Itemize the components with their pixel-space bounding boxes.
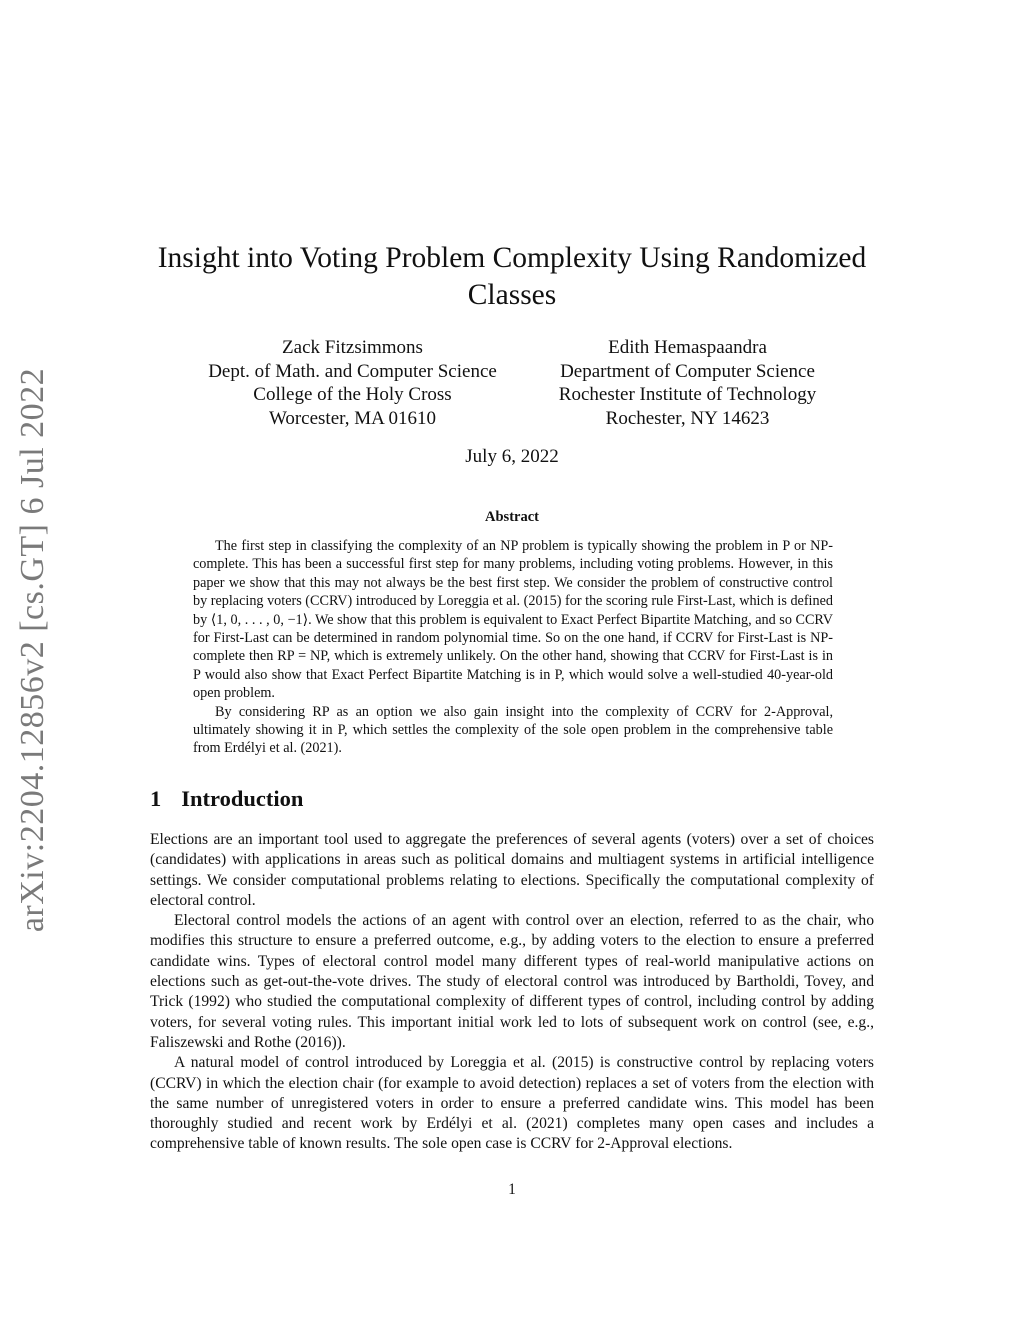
author-department: Department of Computer Science (560, 360, 815, 382)
author-department: Dept. of Math. and Computer Science (208, 360, 497, 382)
author-block-2 (525, 336, 850, 430)
introduction-body (150, 830, 874, 1155)
author-institution: Rochester Institute of Technology (558, 384, 817, 405)
author-institution: College of the Holy Cross (253, 384, 452, 405)
author-name: Zack Fitzsimmons (282, 337, 423, 358)
author-location: Rochester, NY 14623 (605, 407, 770, 429)
arxiv-identifier (3, 367, 63, 933)
abstract-body (193, 537, 833, 758)
body-paragraph: Elections are an important tool used to aggregate the preferences of several agents (voters) over a set of choices (candidates) with applications in areas such as political domains and multiagent systems in artificial intelligence settings. We consider computational problems relating to elections. Specifically the computational complexity of electoral control. (150, 831, 874, 909)
author-block-1 (180, 336, 525, 430)
publication-date: July 6, 2022 (465, 446, 559, 467)
body-paragraph: A natural model of control introduced by Loreggia et al. (2015) is constructive control by replacing voters (CCRV) in which the election chair (for example to avoid detection) replaces a set of voters from the election with the same number of unregistered voters in order to ensure a preferred candidate wins. This model has been thoroughly studied and recent work by Erdélyi et al. (2021) completes many open cases and includes a comprehensive table of known results. The sole open case is CCRV for 2-Approval elections. (150, 1054, 874, 1153)
section-heading (150, 786, 303, 812)
abstract-paragraph: The first step in classifying the complexity of an NP problem is typically showing the problem in P or NP-complete. This has been a successful first step for many problems, including voting problems. However, in this paper we show that this may not always be the best first step. We consider the problem of constructive control by replacing voters (CCRV) introduced by Loreggia et al. (2015) for the scoring rule First-Last, which is defined by ⟨1, 0, . . . , 0, −1⟩. We show that this problem is equivalent to Exact Perfect Bipartite Matching, and so CCRV for First-Last can be determined in random polynomial time. So on the one hand, if CCRV for First-Last is NP-complete then RP = NP, which is extremely unlikely. On the other hand, showing that CCRV for First-Last is in P would also show that Exact Perfect Bipartite Matching is in P, which would solve a well-studied 40-year-old open problem. (193, 538, 833, 702)
page-number: 1 (508, 1181, 516, 1198)
section-title: Introduction (181, 786, 304, 811)
author-name: Edith Hemaspaandra (608, 337, 767, 358)
author-location: Worcester, MA 01610 (268, 407, 437, 429)
paper-title: Insight into Voting Problem Complexity Using Randomized Classes (157, 242, 867, 311)
abstract-heading: Abstract (485, 509, 539, 525)
section-number: 1 (150, 786, 162, 811)
arxiv-identifier-text: arXiv:2204.12856v2 [cs.GT] 6 Jul 2022 (14, 367, 52, 933)
body-paragraph: Electoral control models the actions of an agent with control over an election, referred to as the chair, who modifies this structure to ensure a preferred outcome, e.g., by adding voters to the election to ensure a preferred candidate wins. Types of electoral control model many different types of real-world manipulative actions on elections such as get-out-the-vote drives. The study of electoral control was introduced by Bartholdi, Tovey, and Trick (1992) who studied the computational complexity of different types of control, including control by adding voters, for several voting rules. This important initial work led to lots of subsequent work on control (see, e.g., Faliszewski and Rothe (2016)). (150, 912, 874, 1051)
abstract-paragraph: By considering RP as an option we also gain insight into the complexity of CCRV for 2-Approval, ultimately showing it in P, which settles the complexity of the sole open problem in the comprehensive table from Erdélyi et al. (2021). (193, 703, 833, 757)
